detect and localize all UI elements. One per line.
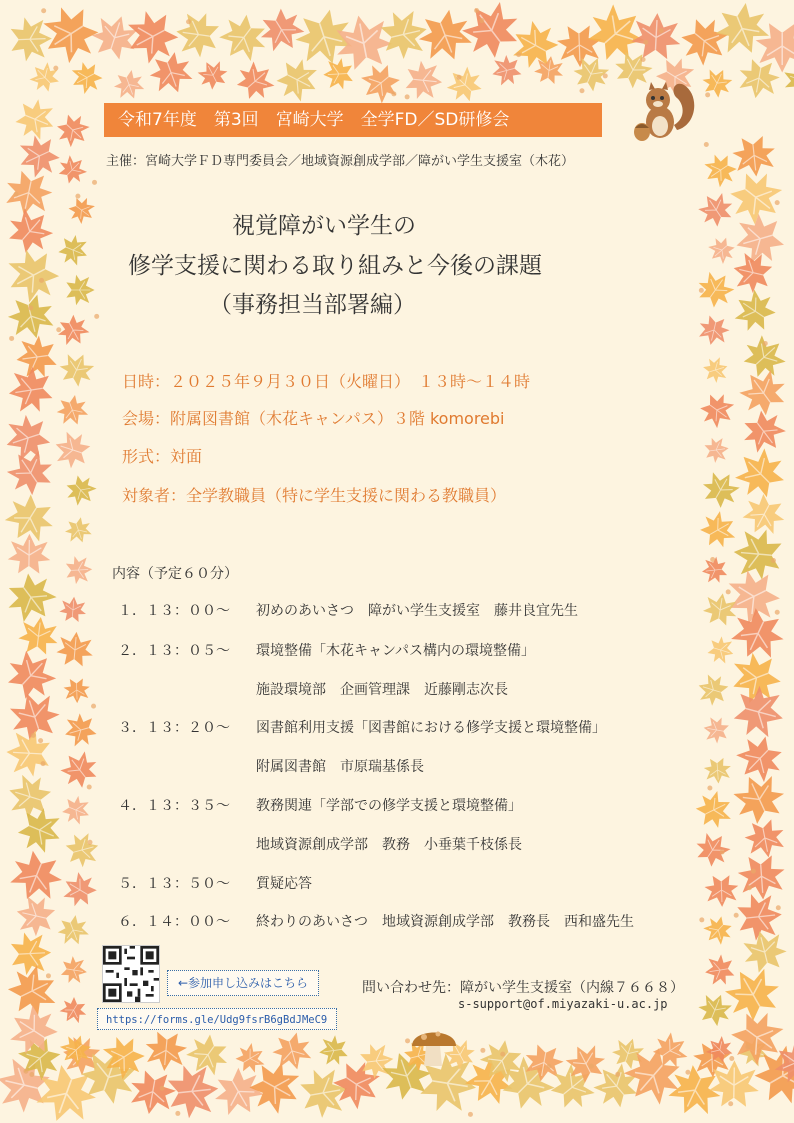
maple-leaf-icon: [489, 52, 524, 88]
decor-dot: [88, 840, 93, 845]
decor-dot: [516, 52, 521, 57]
maple-leaf-icon: [126, 1069, 178, 1118]
maple-leaf-icon: [52, 109, 96, 153]
maple-leaf-icon: [87, 9, 143, 63]
format: 形式：対面: [122, 447, 203, 466]
decor-dot: [775, 610, 780, 615]
decor-dot: [391, 91, 396, 96]
maple-leaf-icon: [701, 715, 730, 745]
maple-leaf-icon: [323, 58, 354, 91]
maple-leaf-icon: [731, 682, 790, 743]
maple-leaf-icon: [701, 354, 731, 385]
maple-leaf-icon: [61, 471, 102, 512]
signup-url[interactable]: https://forms.gle/Udg9fsrB6gBdJMeC9: [97, 1008, 337, 1030]
audience: 対象者：全学教職員（特に学生支援に関わる教職員）: [122, 486, 507, 505]
maple-leaf-icon: [63, 678, 90, 703]
decor-dot: [643, 40, 648, 45]
decor-dot: [726, 589, 731, 594]
maple-leaf-icon: [55, 630, 94, 667]
decor-dot: [547, 1064, 552, 1069]
maple-leaf-icon: [694, 671, 730, 709]
maple-leaf-icon: [698, 912, 736, 950]
decor-dot: [641, 57, 646, 62]
decor-dot: [589, 1064, 594, 1069]
maple-leaf-icon: [696, 506, 742, 553]
maple-leaf-icon: [739, 926, 790, 975]
title-line-3: （事務担当部署編）: [209, 292, 416, 318]
maple-leaf-icon: [703, 953, 736, 988]
decor-dot: [699, 917, 704, 922]
maple-leaf-icon: [12, 892, 57, 939]
maple-leaf-icon: [55, 348, 98, 390]
program-item-text: 質疑応答: [256, 876, 312, 892]
program-heading: 内容（予定６０分）: [112, 566, 238, 582]
decor-dot: [747, 885, 752, 890]
title-line-1: 視覚障がい学生の: [232, 213, 416, 239]
maple-leaf-icon: [533, 54, 566, 85]
decor-dot: [745, 1044, 750, 1049]
decor-dot: [53, 66, 58, 71]
maple-leaf-icon: [231, 55, 281, 106]
decor-dot: [500, 1052, 505, 1057]
maple-leaf-icon: [54, 150, 92, 188]
maple-leaf-icon: [737, 855, 787, 902]
maple-leaf-icon: [690, 827, 735, 872]
maple-leaf-icon: [64, 829, 103, 870]
program-item-text: 教務関連「学部での修学支援と環境整備」: [256, 798, 522, 814]
program-item-speaker: 地域資源創成学部 教務 小垂葉千枝係長: [256, 837, 522, 853]
maple-leaf-icon: [692, 786, 738, 833]
decor-dot: [41, 8, 46, 13]
decor-dot: [75, 194, 80, 199]
maple-leaf-icon: [14, 334, 58, 381]
maple-leaf-icon: [53, 392, 92, 429]
maple-leaf-icon: [726, 440, 792, 506]
squirrel-icon: [622, 70, 702, 150]
maple-leaf-icon: [60, 793, 95, 829]
decor-dot: [31, 733, 36, 738]
maple-leaf-icon: [698, 149, 741, 193]
maple-leaf-icon: [405, 60, 444, 102]
decor-dot: [685, 1070, 690, 1075]
maple-leaf-icon: [14, 803, 68, 859]
maple-leaf-icon: [111, 68, 148, 104]
decor-dot: [160, 1086, 165, 1091]
maple-leaf-icon: [731, 135, 778, 179]
decor-dot: [707, 786, 712, 791]
decor-dot: [38, 738, 43, 743]
maple-leaf-icon: [66, 57, 106, 98]
decor-dot: [468, 1112, 473, 1117]
decor-dot: [751, 869, 756, 874]
signup-link[interactable]: ←参加申し込みはこちら: [167, 970, 319, 996]
decor-dot: [56, 327, 61, 332]
maple-leaf-icon: [269, 1030, 316, 1075]
maple-leaf-icon: [441, 61, 488, 108]
maple-leaf-icon: [631, 12, 682, 60]
maple-leaf-icon: [697, 465, 745, 512]
maple-leaf-icon: [317, 1034, 349, 1067]
decor-dot: [659, 28, 664, 33]
organizer-line: 主催：宮崎大学ＦＤ専門委員会／地域資源創成学部／障がい学生支援室（木花）: [106, 154, 575, 169]
maple-leaf-icon: [696, 314, 732, 348]
maple-leaf-icon: [737, 328, 793, 385]
decor-dot: [705, 92, 710, 97]
decor-dot: [579, 88, 584, 93]
program-item-speaker: 施設環境部 企画管理課 近藤剛志次長: [256, 682, 508, 698]
maple-leaf-icon: [701, 591, 739, 627]
maple-leaf-icon: [413, 5, 479, 69]
maple-leaf-icon: [724, 603, 791, 668]
maple-leaf-icon: [0, 410, 54, 466]
maple-leaf-icon: [4, 846, 69, 909]
decor-dot: [41, 761, 46, 766]
decor-dot: [14, 192, 19, 197]
maple-leaf-icon: [703, 757, 732, 784]
decor-dot: [474, 8, 479, 13]
qr-code-icon[interactable]: [102, 945, 160, 1003]
maple-leaf-icon: [62, 515, 95, 547]
decor-dot: [456, 75, 461, 80]
program-item-text: 初めのあいさつ 障がい学生支援室 藤井良宜先生: [256, 603, 578, 619]
maple-leaf-icon: [378, 6, 432, 63]
program-item-time: １．１３：００～: [118, 603, 230, 619]
mushroom-icon: [408, 1020, 460, 1070]
decor-dot: [405, 94, 410, 99]
maple-leaf-icon: [207, 1062, 271, 1123]
program-item-time: ４．１３：３５～: [118, 798, 230, 814]
maple-leaf-icon: [704, 436, 731, 464]
contact-email[interactable]: s-support@of.miyazaki-u.ac.jp: [458, 997, 668, 1011]
maple-leaf-icon: [735, 57, 782, 101]
maple-leaf-icon: [7, 534, 50, 574]
maple-leaf-icon: [17, 615, 60, 656]
decor-dot: [763, 341, 768, 346]
maple-leaf-icon: [742, 818, 788, 862]
program-item-time: ６．１４：００～: [118, 914, 230, 930]
decor-dot: [91, 704, 96, 709]
program-item-time: ２．１３：０５～: [118, 643, 230, 659]
decor-dot: [615, 1072, 620, 1077]
decor-dot: [704, 142, 709, 147]
decor-dot: [734, 913, 739, 918]
datetime: 日時：２０２５年９月３０日（火曜日） １３時～１４時: [122, 372, 531, 391]
maple-leaf-icon: [10, 931, 52, 976]
maple-leaf-icon: [695, 388, 740, 434]
program-item-time: ３．１３：２０～: [118, 720, 230, 736]
decor-dot: [87, 784, 92, 789]
venue: 会場：附属図書館（木花キャンパス）３階 komorebi: [122, 409, 505, 428]
decor-dot: [710, 557, 715, 562]
decor-dot: [728, 1101, 733, 1106]
maple-leaf-icon: [24, 57, 64, 97]
maple-leaf-icon: [12, 95, 61, 145]
contact-line: 問い合わせ先：障がい学生支援室（内線７６６８）: [362, 980, 684, 996]
maple-leaf-icon: [12, 130, 64, 184]
maple-leaf-icon: [0, 566, 65, 631]
maple-leaf-icon: [694, 989, 736, 1029]
maple-leaf-icon: [5, 729, 50, 777]
maple-leaf-icon: [144, 1031, 189, 1073]
maple-leaf-icon: [54, 912, 93, 949]
maple-leaf-icon: [212, 8, 274, 70]
maple-leaf-icon: [728, 729, 790, 790]
maple-leaf-icon: [50, 427, 93, 472]
decor-dot: [175, 1111, 180, 1116]
decor-dot: [23, 1069, 28, 1074]
maple-leaf-icon: [66, 555, 93, 584]
maple-leaf-icon: [699, 64, 737, 101]
event-banner: 令和7年度 第3回 宮崎大学 全学FD／SD研修会: [104, 103, 602, 137]
program-item-text: 終わりのあいさつ 地域資源創成学部 教務長 西和盛先生: [256, 914, 634, 930]
maple-leaf-icon: [704, 875, 739, 908]
decor-dot: [720, 849, 725, 854]
decor-dot: [775, 200, 780, 205]
decor-dot: [92, 180, 97, 185]
decor-dot: [603, 73, 608, 78]
decor-dot: [480, 1048, 485, 1053]
program-item-time: ５．１３：５０～: [118, 876, 230, 892]
maple-leaf-icon: [732, 527, 783, 581]
maple-leaf-icon: [54, 745, 103, 794]
decor-dot: [46, 973, 51, 978]
program-item-text: 図書館利用支援「図書館における修学支援と環境整備」: [256, 720, 606, 736]
maple-leaf-icon: [56, 993, 91, 1028]
maple-leaf-icon: [59, 596, 88, 623]
title-line-2: 修学支援に関わる取り組みと今後の課題: [128, 253, 542, 279]
decor-dot: [9, 336, 14, 341]
maple-leaf-icon: [61, 710, 99, 750]
decor-dot: [776, 905, 781, 910]
maple-leaf-icon: [193, 56, 231, 93]
decor-dot: [29, 1072, 34, 1077]
maple-leaf-icon: [173, 9, 220, 59]
maple-leaf-icon: [0, 642, 64, 707]
maple-leaf-icon: [272, 53, 325, 107]
program-item-text: 環境整備「木花キャンパス構内の環境整備」: [256, 643, 536, 659]
decor-dot: [186, 19, 191, 24]
decor-dot: [771, 558, 776, 563]
maple-leaf-icon: [60, 955, 89, 986]
program-item-speaker: 附属図書館 市原瑞基係長: [256, 759, 424, 775]
maple-leaf-icon: [726, 767, 790, 830]
decor-dot: [729, 1056, 734, 1061]
decor-dot: [479, 18, 484, 23]
maple-leaf-icon: [57, 867, 101, 912]
